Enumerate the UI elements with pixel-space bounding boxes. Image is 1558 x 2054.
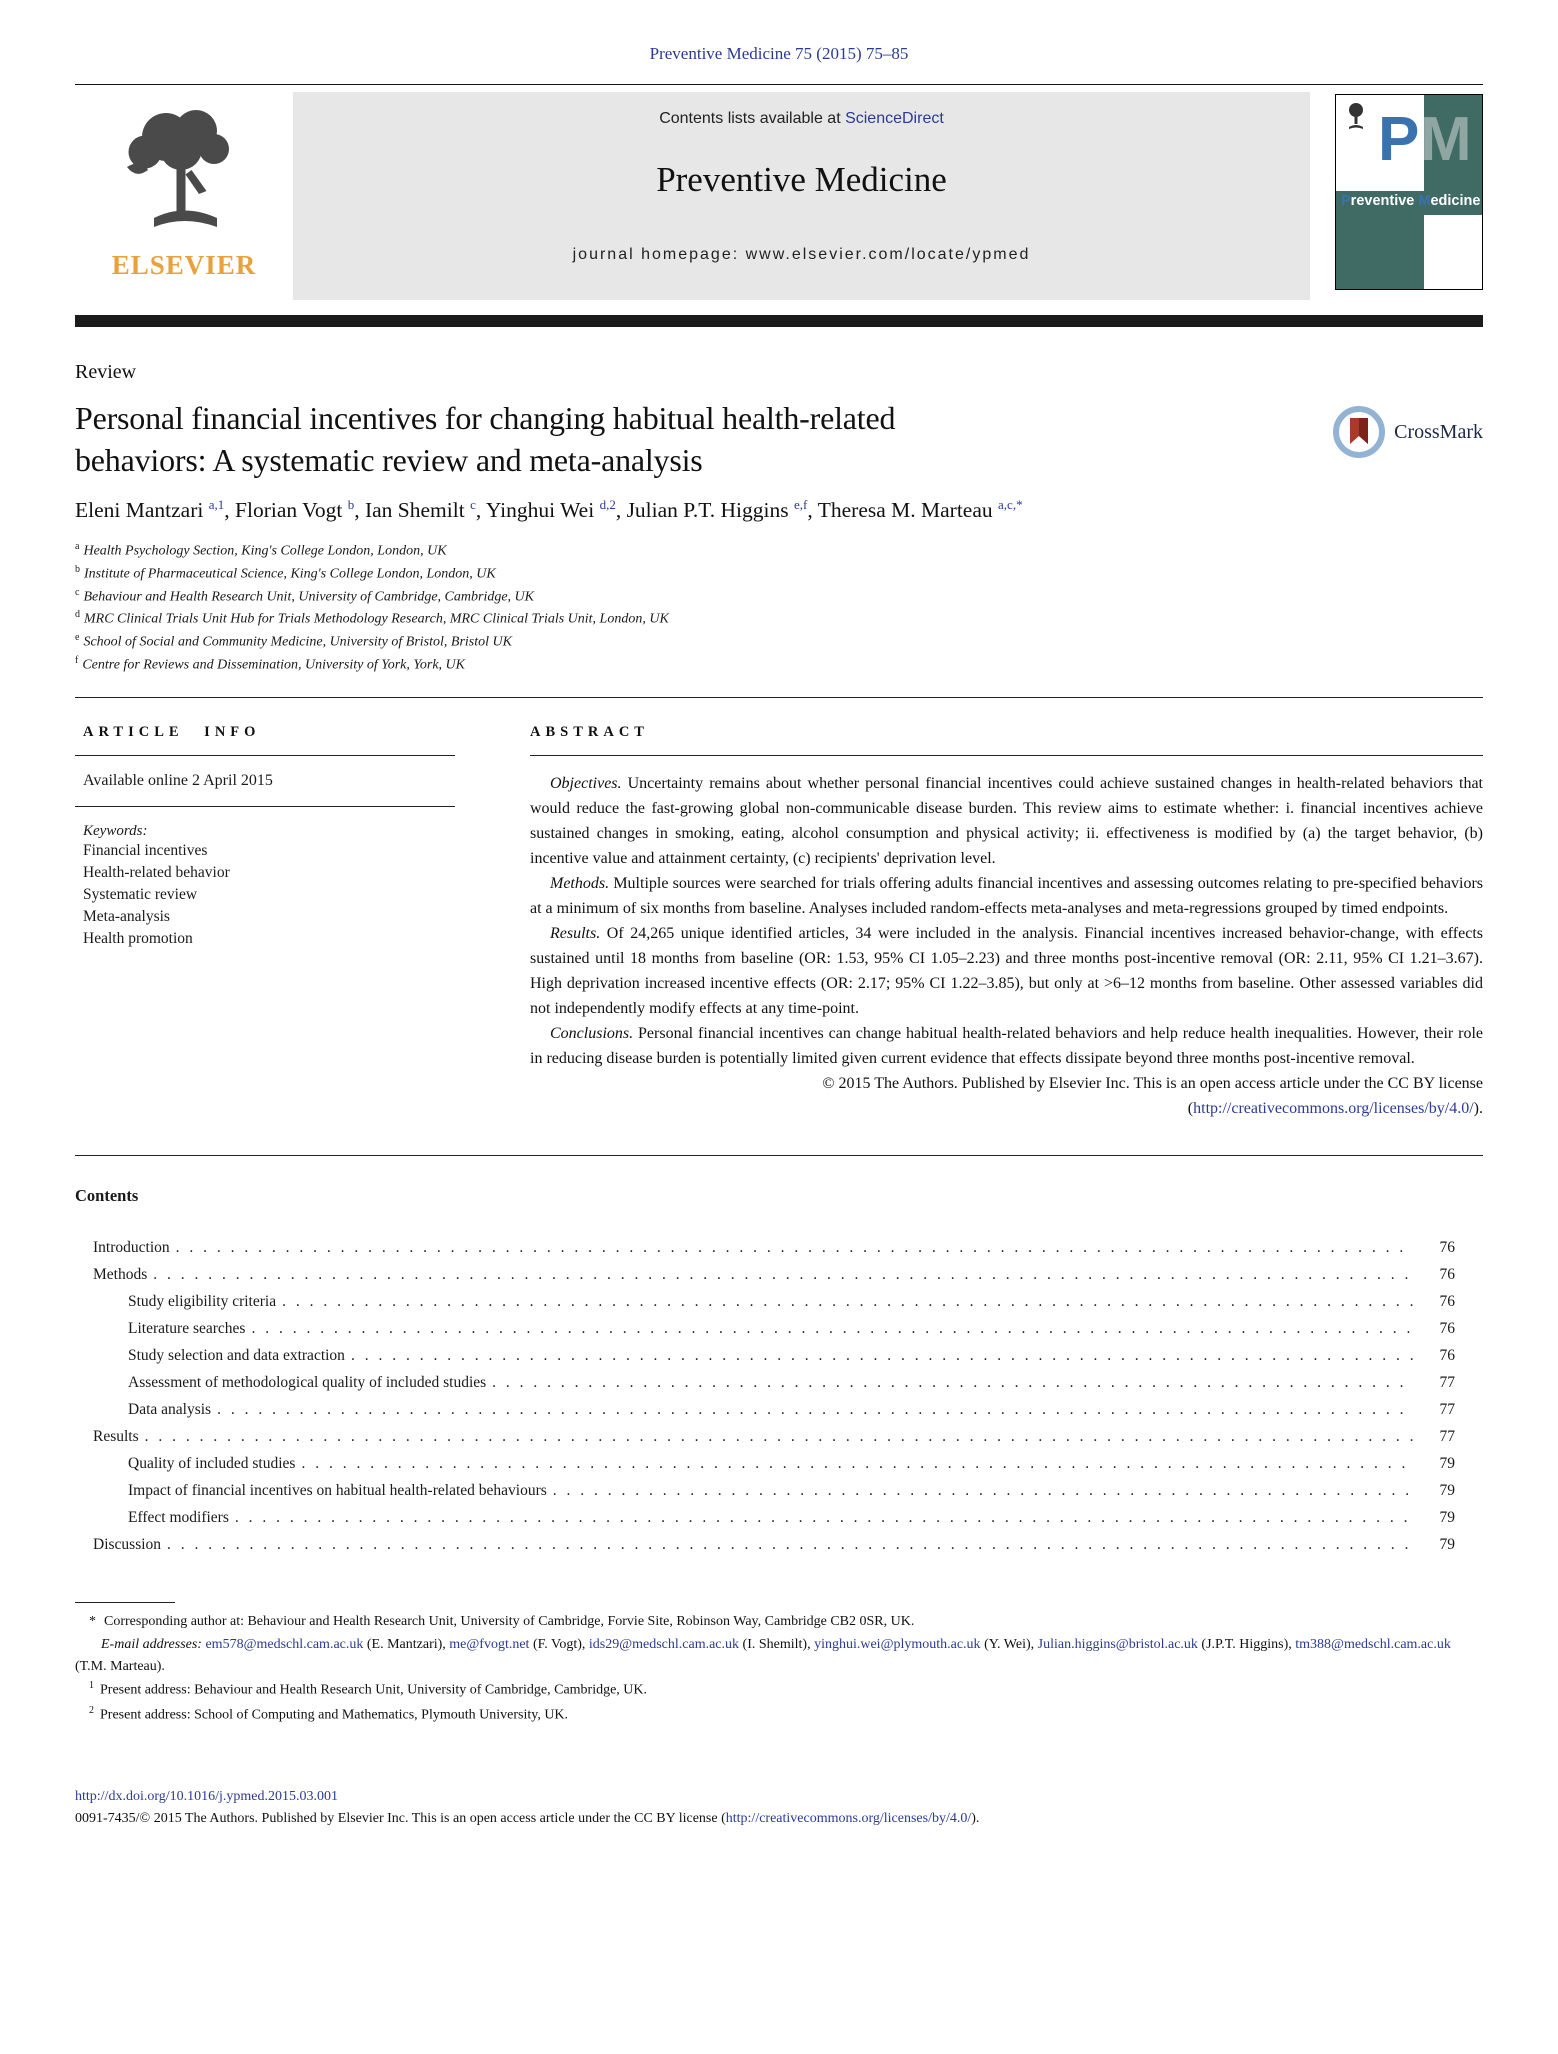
abstract-paragraph: Objectives. Uncertainty remains about whether personal financial incentives could achieve sustained changes in health-related behaviors that would reduce the fast-growing global non-communicable disease burden. This review aims to estimate whether: i. financial incentives achieve sustained changes in smoking, eating, alcohol consumption and physical activity; ii. effectiveness is modified by (a) the target behavior, (b) incentive value and attainment certainty, (c) recipients' deprivation level. [530,775,1483,868]
dot-leader [145,1423,1413,1450]
crossmark-label: CrossMark [1394,420,1483,443]
contents-top-rule [75,1155,1483,1156]
header-top-rule [75,84,1483,85]
table-of-contents [75,1234,1483,1558]
toc-entry: Quality of included studies . . . 79 [75,1450,1455,1477]
cover-name-p: P [1341,193,1351,209]
keyword: Health-related behavior [83,864,230,882]
sciencedirect-link[interactable]: ScienceDirect [845,110,944,127]
elsevier-tree-icon [109,98,259,248]
dot-leader [217,1396,1413,1423]
author: Florian Vogt $^b$, [235,497,365,523]
toc-entry: Introduction . . . 76 [75,1234,1455,1261]
toc-entry: Impact of financial incentives on habitual health-related behaviours . . . 79 [75,1477,1455,1504]
dot-leader [176,1234,1413,1261]
keyword: Meta-analysis [83,908,170,926]
contents-available-prefix: Contents lists available at [659,110,846,127]
article-title-line2: behaviors: A systematic review and meta-analysis [75,441,703,478]
present-address-note-2: $^2$ Present address: School of Computing and Mathematics, Plymouth University, UK. [89,1704,569,1723]
email-link[interactable]: ids29@medschl.cam.ac.uk [588,1636,740,1652]
dot-leader [301,1450,1413,1477]
cover-name-m-rest: edicine [1430,193,1481,209]
toc-entry: Study selection and data extraction . . . 76 [75,1342,1455,1369]
affiliation: $^a$ Health Psychology Section, King's College London, London, UK [75,541,447,559]
dot-leader [282,1288,1413,1315]
article-info-rule [75,755,455,756]
author: Theresa M. Marteau $^{a,c,*}$ [817,497,1023,523]
footnotes [75,1611,1483,1726]
article-info-column [75,724,455,1121]
cc-license-link[interactable]: http://creativecommons.org/licenses/by/4.0/ [1193,1100,1474,1118]
doi-link[interactable]: http://dx.doi.org/10.1016/j.ypmed.2015.03.001 [75,1788,339,1804]
article-type-label: Review [75,361,137,383]
issn-copyright-line: 0091-7435/© 2015 The Authors. Published by Elsevier Inc. This is an open access article under the CC BY license (http://creativecommons.org/licenses/by/4.0/). [75,1810,980,1826]
journal-homepage-link[interactable]: journal homepage: www.elsevier.com/locate/ypmed [572,246,1031,263]
contents-heading: Contents [75,1186,139,1206]
keyword: Health promotion [83,930,193,948]
author: Yinghui Wei $^{d,2}$, [485,497,627,523]
article-info-header: ARTICLE INFO [83,724,261,741]
toc-entry: Effect modifiers . . . 79 [75,1504,1455,1531]
dot-leader [251,1315,1413,1342]
affiliation: $^d$ MRC Clinical Trials Unit Hub for Trials Methodology Research, MRC Clinical Trials Unit, London, UK [75,609,669,627]
article-title-line1: Personal financial incentives for changing habitual health-related [75,400,896,436]
toc-entry: Data analysis . . . 77 [75,1396,1455,1423]
present-address-note-1: $^1$ Present address: Behaviour and Health Research Unit, University of Cambridge, Cambridge, UK. [89,1680,648,1699]
abstract-paragraph: Results. Of 24,265 unique identified articles, 34 were included in the analysis. Financial incentives increased behavior-change, with effects sustained until 18 months from baseline (OR: 1.53, 95% CI 1.05–2.23) and three months post-incentive removal (OR: 2.11, 95% CI 1.21–3.67). High deprivation increased incentive effects (OR: 2.17; 95% CI 1.22–3.85), but only at >6–12 months from baseline. Other assessed variables did not independently modify effects at any time-point. [530,925,1483,1018]
email-link[interactable]: me@fvogt.net [449,1636,530,1652]
crossmark-badge[interactable] [1331,404,1483,460]
email-link[interactable]: em578@medschl.cam.ac.uk [205,1636,364,1652]
journal-citation: Preventive Medicine 75 (2015) 75–85 [649,44,909,63]
abstract-paragraph: Methods. Multiple sources were searched for trials offering adults financial incentives and assessing outcomes relating to pre-specified behaviors at a minimum of six months from baseline. Analyses included random-effects meta-analyses and meta-regressions grouped by timed endpoints. [530,875,1483,918]
author-list [75,497,1483,523]
affiliation-list [75,539,1483,675]
dot-leader [351,1342,1413,1369]
email-link[interactable]: yinghui.wei@plymouth.ac.uk [814,1636,981,1652]
toc-entry: Results . . . 77 [75,1423,1455,1450]
affiliation: $^f$ Centre for Reviews and Dissemination, University of York, York, UK [75,654,466,673]
toc-entry: Methods . . . 76 [75,1261,1455,1288]
corresponding-author-note: * Corresponding author at: Behaviour and Health Research Unit, University of Cambridge, Forvie Site, Robinson Way, Cambridge CB2 0SR, UK. [89,1614,915,1630]
affiliation: $^c$ Behaviour and Health Research Unit, University of Cambridge, Cambridge, UK [75,586,534,605]
email-link[interactable]: tm388@medschl.cam.ac.uk [1295,1636,1451,1652]
affiliation: $^e$ School of Social and Community Medicine, University of Bristol, Bristol UK [75,631,512,650]
affiliation: $^b$ Institute of Pharmaceutical Science, King's College London, London, UK [75,564,496,582]
dot-leader [492,1369,1413,1396]
dot-leader [235,1504,1413,1531]
cover-letter-p: P [1378,105,1420,174]
cover-mini-tree-icon [1343,101,1369,131]
journal-header [75,92,1483,300]
dot-leader [153,1261,1413,1288]
article-title [75,398,1225,481]
email-link[interactable]: Julian.higgins@bristol.ac.uk [1037,1636,1198,1652]
footnote-separator [75,1602,175,1603]
email-addresses-note: E-mail addresses: em578@medschl.cam.ac.uk (E. Mantzari), me@fvogt.net (F. Vogt), ids29@medschl.cam.ac.uk (I. Shemilt), yinghui.wei@plymouth.ac.uk (Y. Wei), Julian.higgins@bristol.ac.uk (J.P.T. Higgins), tm388@medschl.cam.ac.uk (T.M. Marteau). [75,1636,1451,1675]
cover-white-panel [1424,215,1482,289]
cover-name-m: M [1418,193,1431,209]
cover-name-p-rest: reventive [1350,193,1419,209]
abstract-header: ABSTRACT [530,724,649,741]
author: Ian Shemilt $^c$, [364,497,486,523]
keyword: Financial incentives [83,842,208,860]
copyright-statement: © 2015 The Authors. Published by Elsevier Inc. This is an open access article under the CC BY license (http://creativecommons.org/licenses/by/4.0/). [822,1075,1483,1118]
abstract-paragraph: Conclusions. Personal financial incentives can change habitual health-related behaviors and help reduce health inequalities. However, their role in reducing disease burden is potentially limited given current evidence that effects dissipate beyond three months post-incentive removal. [530,1025,1483,1068]
contents-available-line [293,110,1310,128]
abstract-column [530,724,1483,1121]
keywords-rule [75,806,455,807]
keyword: Systematic review [83,886,198,904]
dot-leader [553,1477,1413,1504]
toc-entry: Literature searches . . . 76 [75,1315,1455,1342]
elsevier-wordmark: ELSEVIER [111,250,257,280]
dot-leader [167,1531,1413,1558]
cover-letter-m: M [1420,105,1472,174]
journal-cover-thumbnail[interactable] [1335,94,1483,290]
crossmark-icon [1331,404,1387,460]
cc-license-link-bottom[interactable]: http://creativecommons.org/licenses/by/4.0/ [725,1810,972,1826]
cover-journal-name [1341,193,1480,209]
elsevier-logo[interactable] [75,92,293,300]
abstract-text [530,771,1483,1121]
header-divider-bar [75,315,1483,327]
footnote-asterisk: * [89,1614,96,1630]
available-online-date: Available online 2 April 2015 [83,772,273,790]
toc-entry: Assessment of methodological quality of included studies . . . 77 [75,1369,1455,1396]
keywords-label: Keywords: [83,823,148,840]
toc-entry: Study eligibility criteria . . . 76 [75,1288,1455,1315]
toc-entry: Discussion . . . 79 [75,1531,1455,1558]
author: Eleni Mantzari $^{a,1}$, [75,497,236,523]
journal-title: Preventive Medicine [656,160,947,199]
journal-banner [293,92,1310,300]
abstract-rule [530,755,1483,756]
section-rule [75,697,1483,698]
author: Julian P.T. Higgins $^{e,f}$, [626,497,818,523]
